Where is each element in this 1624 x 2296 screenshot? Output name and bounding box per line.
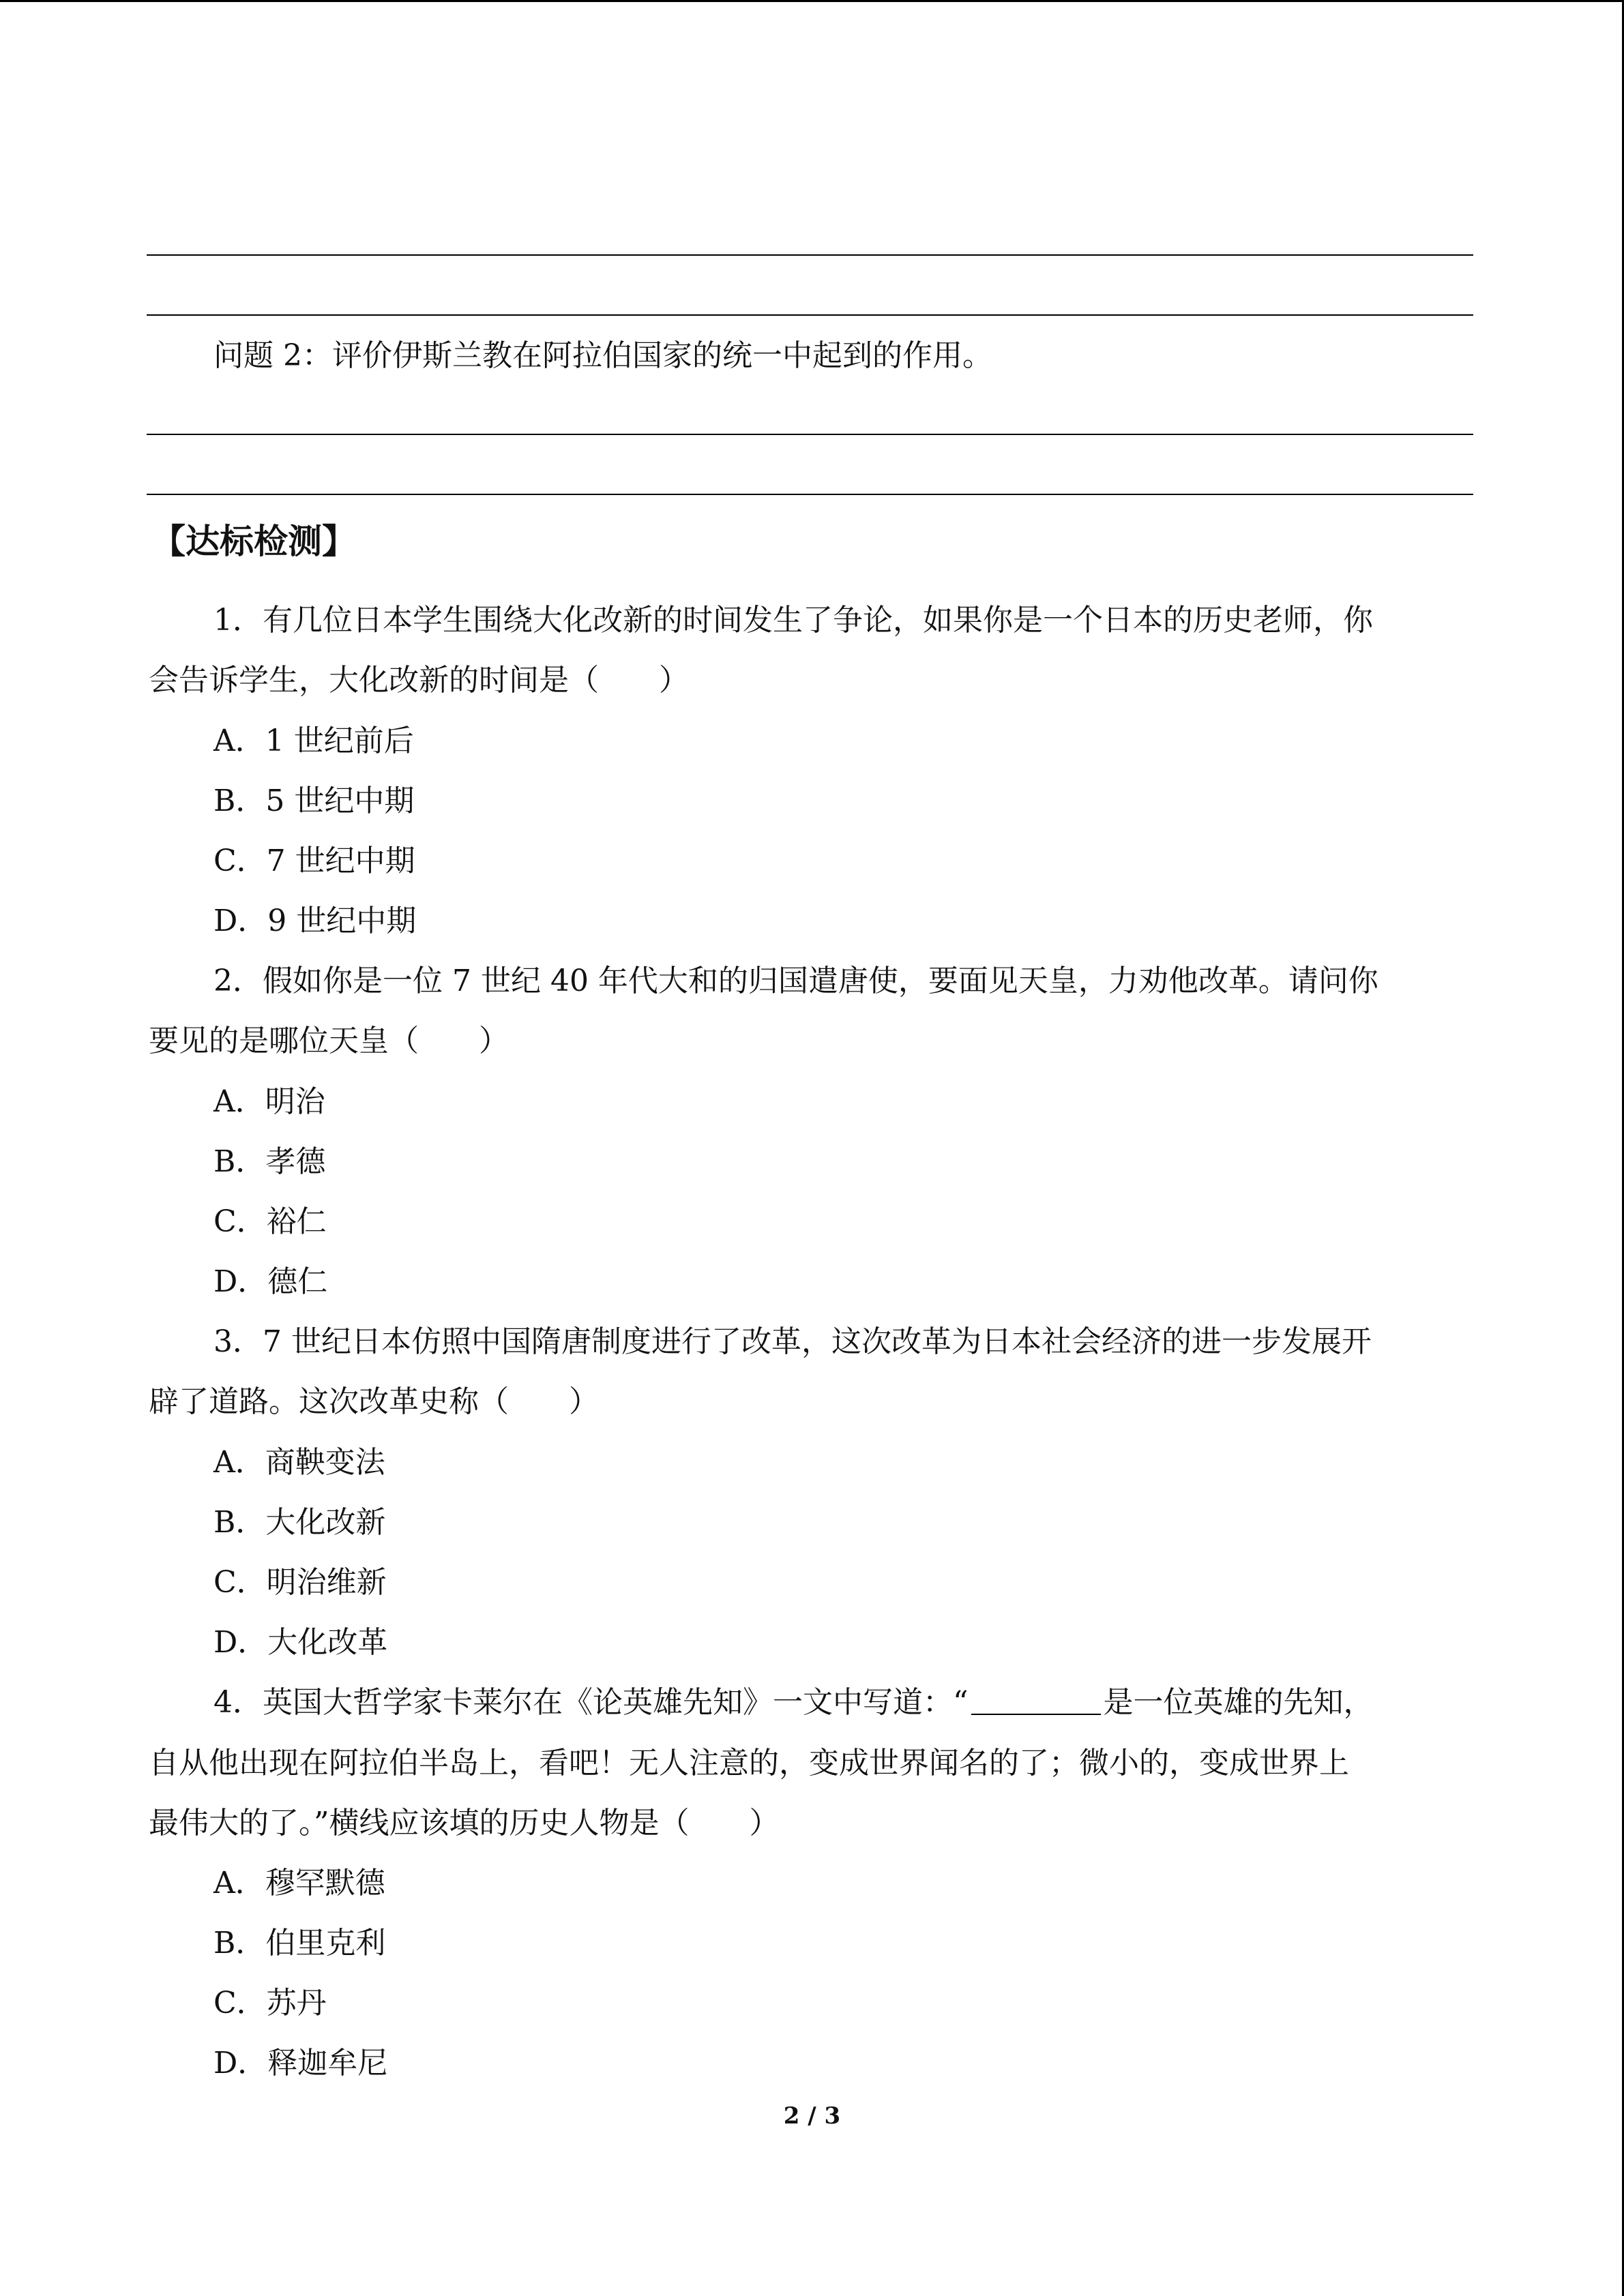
q2-option-d: D．德仁 [213, 1264, 328, 1299]
q4-stem-line3: 最伟大的了。”横线应该填的历史人物是（ ） [149, 1806, 780, 1840]
q1-option-d: D．9 世纪中期 [213, 904, 417, 938]
q4-stem-line1 [213, 1682, 1374, 1723]
section-heading: 【达标检测】 [151, 522, 356, 561]
answer-line [147, 314, 1473, 316]
q4-stem-line2: 自从他出现在阿拉伯半岛上，看吧！无人注意的，变成世界闻名的了；微小的，变成世界上 [149, 1746, 1349, 1780]
q3-stem-line2: 辟了道路。这次改革史称（ ） [149, 1384, 599, 1419]
q2-option-a: A．明治 [213, 1084, 325, 1119]
q1-stem-line2: 会告诉学生，大化改新的时间是（ ） [149, 663, 689, 698]
page-number: 2 / 3 [783, 2102, 841, 2130]
q4-option-b: B．伯里克利 [213, 1926, 386, 1960]
q3-option-b: B．大化改新 [213, 1505, 386, 1540]
fill-in-blank [971, 1686, 1101, 1715]
q4-option-d: D．释迦牟尼 [213, 2046, 388, 2081]
q1-option-a: A．1 世纪前后 [213, 724, 414, 758]
q3-stem-line1: 3．7 世纪日本仿照中国隋唐制度进行了改革，这次改革为日本社会经济的进一步发展开 [213, 1324, 1372, 1359]
answer-line [147, 494, 1473, 495]
q3-option-d: D．大化改革 [213, 1625, 388, 1660]
q1-option-c: C．7 世纪中期 [213, 844, 415, 878]
q4-stem-line1-part-b: 是一位英雄的先知， [1103, 1685, 1374, 1720]
answer-line [147, 254, 1473, 256]
q3-option-c: C．明治维新 [213, 1565, 387, 1600]
q2-option-c: C．裕仁 [213, 1204, 327, 1239]
answer-line [147, 434, 1473, 435]
q2-stem-line1: 2．假如你是一位 7 世纪 40 年代大和的归国遣唐使，要面见天皇，力劝他改革。请问你 [213, 964, 1378, 998]
question-2-prompt: 问题 2：评价伊斯兰教在阿拉伯国家的统一中起到的作用。 [213, 338, 992, 373]
q1-option-b: B．5 世纪中期 [213, 784, 415, 818]
page-border-top [0, 0, 1624, 2]
q4-option-a: A．穆罕默德 [213, 1866, 385, 1900]
q4-stem-line1-part-a: 4．英国大哲学家卡莱尔在《论英雄先知》一文中写道：“ [213, 1685, 969, 1720]
q2-stem-line2: 要见的是哪位天皇（ ） [149, 1024, 509, 1058]
q2-option-b: B．孝德 [213, 1144, 326, 1179]
q1-stem-line1: 1．有几位日本学生围绕大化改新的时间发生了争论，如果你是一个日本的历史老师，你 [213, 603, 1373, 638]
q3-option-a: A．商鞅变法 [213, 1445, 385, 1480]
q4-option-c: C．苏丹 [213, 1986, 327, 2021]
